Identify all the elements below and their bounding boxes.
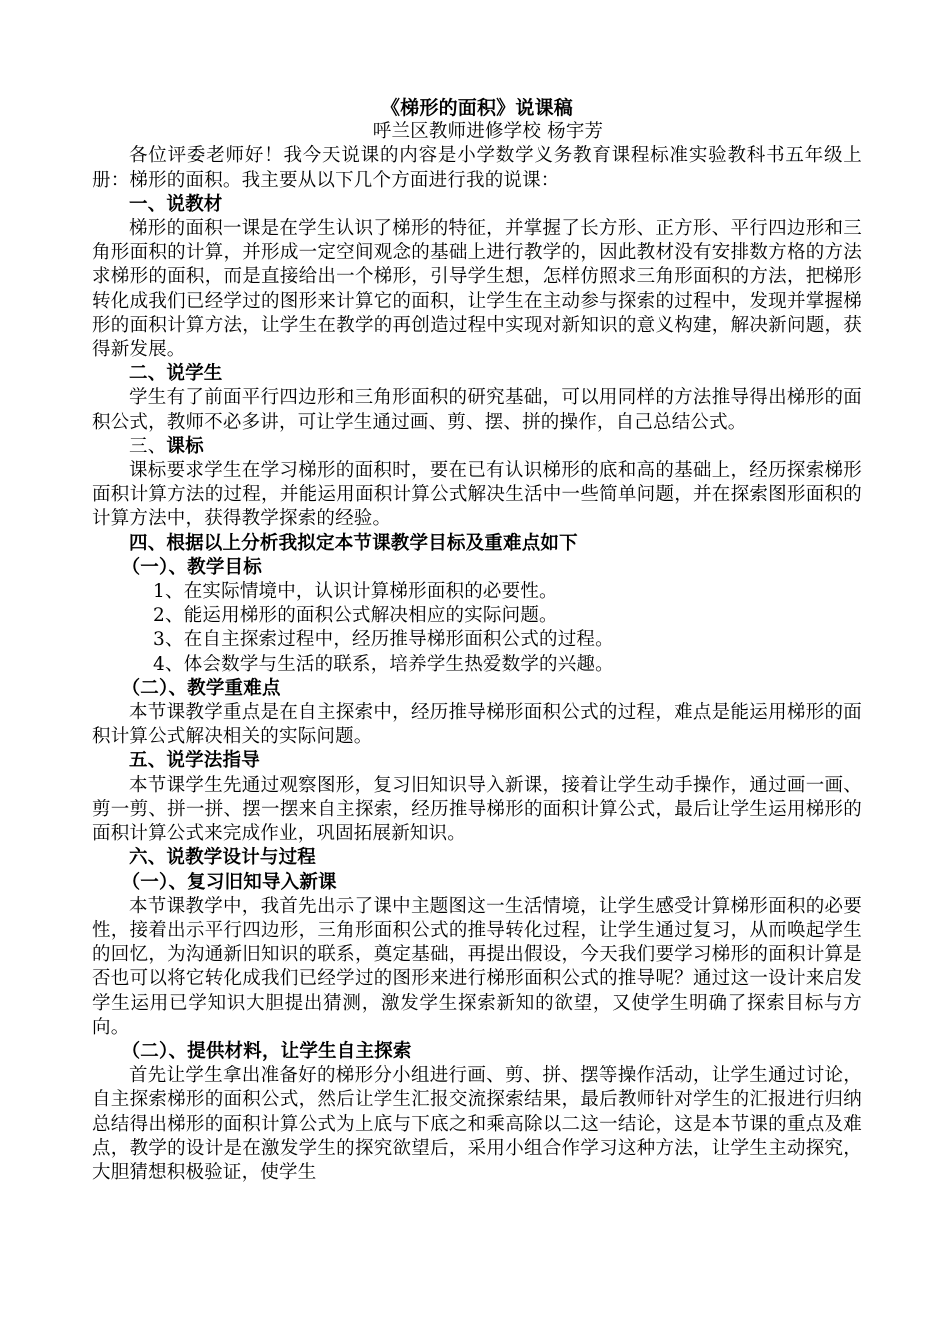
subsection-body-key-points: 本节课教学重点是在自主探索中，经历推导梯形面积公式的过程，难点是能运用梯形的面积计算公式解决相关的实际问题。 (92, 702, 862, 748)
intro-paragraph: 各位评委老师好！我今天说课的内容是小学数学义务教育课程标准实验教科书五年级上册：梯形的面积。我主要从以下几个方面进行我的说课： (92, 145, 862, 191)
goal-item: 1、在实际情境中，认识计算梯形面积的必要性。 (153, 581, 558, 603)
document-page (92, 96, 862, 1185)
section-heading-goals-overview: 四、根据以上分析我拟定本节课教学目标及重难点如下 (129, 532, 578, 554)
section-body-students: 学生有了前面平行四边形和三角形面积的研究基础，可以用同样的方法推导得出梯形的面积公式，教师不必多讲，可让学生通过画、剪、摆、拼的操作，自己总结公式。 (92, 387, 862, 433)
subsection-heading-exploration: （二）、提供材料，让学生自主探索 (121, 1040, 412, 1062)
subsection-heading-review: （一）、复习旧知导入新课 (121, 871, 337, 893)
section-body-learning-guidance: 本节课学生先通过观察图形，复习旧知识导入新课，接着让学生动手操作，通过画一画、剪一剪、拼一拼、摆一摆来自主探索，经历推导梯形的面积计算公式，最后让学生运用梯形的面积计算公式来完成作业，巩固拓展新知识。 (92, 774, 862, 845)
goal-item: 4、体会数学与生活的联系，培养学生热爱数学的兴趣。 (153, 653, 614, 675)
section-heading-standards-text: 课标 (166, 435, 204, 457)
document-title: 《梯形的面积》说课稿 (380, 97, 573, 119)
goal-item: 2、能运用梯形的面积公式解决相应的实际问题。 (153, 605, 558, 627)
section-heading-teaching-design: 六、说教学设计与过程 (129, 847, 317, 869)
subsection-heading-teaching-goals: （一）、教学目标 (121, 556, 262, 578)
subsection-body-review: 本节课教学中，我首先出示了课中主题图这一生活情境，让学生感受计算梯形面积的必要性，接着出示平行四边形，三角形面积公式的推导转化过程，让学生通过复习，从而唤起学生的回忆，为沟通新旧知识的联系，奠定基础，再提出假设，今天我们要学习梯形的面积计算是否也可以将它转化成我们已经学过的图形来进行梯形面积公式的推导呢？通过这一设计来启发学生运用已学知识大胆提出猜测，激发学生探索新知的欲望，又使学生明确了探索目标与方向。 (92, 895, 862, 1038)
document-author: 呼兰区教师进修学校 杨宇芳 (372, 121, 604, 143)
section-heading-standards-num: 三、 (129, 435, 167, 457)
section-heading-learning-guidance: 五、说学法指导 (129, 750, 260, 772)
section-heading-standards (92, 435, 862, 459)
subsection-body-exploration: 首先让学生拿出准备好的梯形分小组进行画、剪、拼、摆等操作活动，让学生通过讨论，自主探索梯形的面积公式，然后让学生汇报交流探索结果，最后教师针对学生的汇报进行归纳总结得出梯形的面积计算公式为上底与下底之和乘高除以二这一结论，这是本节课的重点及难点，教学的设计是在激发学生的探究欲望后，采用小组合作学习这种方法，让学生主动探究，大胆猜想积极验证，使学生 (92, 1065, 862, 1183)
section-body-textbook: 梯形的面积一课是在学生认识了梯形的特征，并掌握了长方形、正方形、平行四边形和三角形面积的计算，并形成一定空间观念的基础上进行教学的，因此教材没有安排数方格的方法求梯形的面积，而是直接给出一个梯形，引导学生想，怎样仿照求三角形面积的方法，把梯形转化成我们已经学过的图形来计算它的面积，让学生在主动参与探索的过程中，发现并掌握梯形的面积计算方法，让学生在教学的再创造过程中实现对新知识的意义构建，解决新问题，获得新发展。 (92, 218, 862, 361)
section-heading-students: 二、说学生 (129, 363, 223, 385)
section-body-standards: 课标要求学生在学习梯形的面积时，要在已有认识梯形的底和高的基础上，经历探索梯形面积计算方法的过程，并能运用面积计算公式解决生活中一些简单问题，并在探索图形面积的计算方法中，获得教学探索的经验。 (92, 460, 862, 530)
section-heading-textbook: 一、说教材 (129, 193, 223, 215)
goal-item: 3、在自主探索过程中，经历推导梯形面积公式的过程。 (153, 629, 614, 651)
subsection-heading-key-points: （二）、教学重难点 (121, 677, 281, 699)
